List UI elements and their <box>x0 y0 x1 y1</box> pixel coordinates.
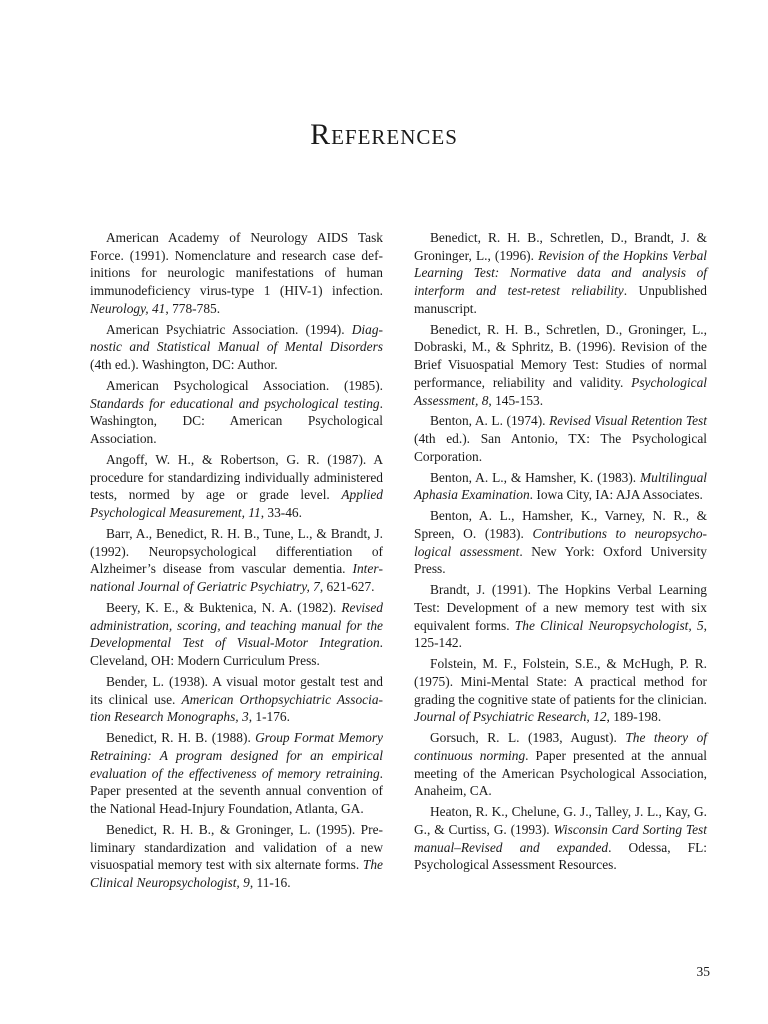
reference-italic-text: Contributions to neuropsychological assessment <box>414 526 708 559</box>
reference-entry <box>90 525 383 596</box>
reference-text: Barr, A., Benedict, R. H. B., Tune, L., & Brandt, J. (1992). Neuropsychological differentiation of Alzheimer’s disease from vascular dementia. <box>90 526 383 577</box>
references-column-right <box>414 229 707 877</box>
reference-entry <box>414 729 707 800</box>
reference-italic-text: Applied Psychological Measurement, 11 <box>90 487 383 521</box>
reference-text: , 621-627. <box>319 579 375 595</box>
reference-text: Angoff, W. H., & Robertson, G. R. (1987). A procedure for standardizing individually administered tests, normed by age or grade level. <box>90 452 383 503</box>
reference-italic-text: Multilingual Aphasia Examination <box>414 469 707 503</box>
reference-italic-text: Revision of the Hopkins Verbal Learning Test: Normative data and analysis of interform and test-retest reliability <box>414 247 707 299</box>
reference-text: Brandt, J. (1991). The Hopkins Verbal Learning Test: Development of a new memory test with six equivalent forms. <box>414 582 707 633</box>
reference-text: Benedict, R. H. B., & Groninger, L. (1995). Preliminary standardization and validation of a new visuospatial memory test with six alternate forms. <box>90 822 383 873</box>
reference-italic-text: Wisconsin Card Sorting Test manual–Revised and expanded <box>414 822 707 855</box>
reference-text: Benedict, R. H. B., Schretlen, D., Brandt, J. & Groninger, L., (1996). <box>414 230 707 263</box>
reference-italic-text: The Clinical Neuropsychologist, 5 <box>514 617 704 633</box>
reference-italic-text: Revised administration, scoring, and teaching manual for the Developmental Test of Visual-Motor Integration <box>90 600 383 651</box>
reference-italic-text: The theory of continuous norming <box>414 730 707 763</box>
reference-entry <box>90 821 383 892</box>
reference-italic-text: Standards for educational and psychological testing <box>90 395 380 411</box>
reference-entry <box>90 321 383 374</box>
reference-text: (4th ed.). Washington, DC: Author. <box>90 357 278 373</box>
reference-entry <box>90 451 383 522</box>
reference-text: . Washington, DC: American Psychological Association. <box>90 395 383 447</box>
reference-text: , 778-785. <box>165 300 221 316</box>
reference-italic-text: American Orthopsychiatric Association Research Monographs, 3 <box>90 691 383 725</box>
reference-italic-text: Psychological Assessment, 8 <box>414 374 707 408</box>
reference-entry <box>414 507 707 578</box>
reference-entry <box>414 581 707 652</box>
reference-text: American Psychiatric Association. (1994). <box>106 321 352 337</box>
reference-entry <box>414 412 707 465</box>
reference-text: . Odessa, FL: Psychological Assessment Resources. <box>414 839 707 873</box>
reference-entry <box>90 377 383 448</box>
reference-text: Folstein, M. F., Folstein, S.E., & McHugh, P. R. (1975). Mini-Mental State: A practical method for grading the cognitive state of patients for the clinician. <box>414 656 707 707</box>
reference-text: Benton, A. L. (1974). <box>430 413 550 429</box>
reference-text: , 145-153. <box>488 392 544 408</box>
reference-text: Benton, A. L., Hamsher, K., Varney, N. R., & Spreen, O. (1983). <box>414 508 707 541</box>
reference-text: American Psychological Association. (1985). <box>106 378 383 393</box>
reference-text: Bender, L. (1938). A visual motor gestalt test and its clinical use. <box>90 674 383 707</box>
reference-entry <box>414 655 707 726</box>
reference-text: , 125-142. <box>414 617 707 651</box>
reference-italic-text: Journal of Psychiatric Research, 12 <box>414 709 607 725</box>
reference-entry <box>90 729 383 818</box>
reference-text: Benton, A. L., & Hamsher, K. (1983). <box>430 469 641 485</box>
reference-text: . Unpublished manuscript. <box>414 283 707 316</box>
page-number: 35 <box>696 964 710 979</box>
reference-text: , 189-198. <box>606 709 662 725</box>
reference-italic-text: Group Format Memory Retraining: A program designed for an empirical evaluation of the effectiveness of memory retraining <box>90 730 383 781</box>
reference-text: . Iowa City, IA: AJA Associates. <box>529 487 703 503</box>
page-title: References <box>310 118 458 151</box>
reference-entry <box>90 229 383 318</box>
reference-text: Heaton, R. K., Chelune, G. J., Talley, J. L., Kay, G. G., & Curtiss, G. (1993). <box>414 804 707 837</box>
reference-entry <box>90 599 383 670</box>
reference-entry <box>414 469 707 504</box>
reference-text: , 11-16. <box>249 875 291 891</box>
reference-italic-text: International Journal of Geriatric Psychiatry, 7 <box>90 561 383 595</box>
reference-italic-text: Neurology, 41 <box>90 300 166 316</box>
reference-text: Benedict, R. H. B. (1988). <box>106 730 256 746</box>
references-column-left <box>90 229 383 895</box>
reference-entry <box>90 673 383 726</box>
reference-entry <box>414 229 707 318</box>
reference-text: Beery, K. E., & Buktenica, N. A. (1982). <box>106 600 342 615</box>
reference-text: Gorsuch, R. L. (1983, August). <box>430 730 626 746</box>
reference-text: . Paper presented at the annual meeting of the American Psychological Association, Anaheim, CA. <box>414 748 707 799</box>
reference-italic-text: Revised Visual Retention Test <box>549 413 707 429</box>
reference-text: , 1-176. <box>248 709 290 725</box>
reference-italic-text: The Clinical Neuropsychologist, 9 <box>90 857 383 891</box>
reference-text: . New York: Oxford University Press. <box>414 543 707 577</box>
reference-text: Benedict, R. H. B., Schretlen, D., Groninger, L., Dobraski, M., & Sphritz, B. (1996). Revision of the Brief Visuospatial Memory Test: Studies of normal performance, reliability and validity. <box>414 321 707 390</box>
reference-text: , 33-46. <box>260 505 302 521</box>
reference-entry <box>414 321 707 410</box>
reference-italic-text: Diagnostic and Statistical Manual of Mental Disorders <box>90 321 383 355</box>
reference-text: (4th ed.). San Antonio, TX: The Psychological Corporation. <box>414 431 707 464</box>
reference-text: . Paper presented at the seventh annual convention of the National Head-Injury Foundation, Atlanta, GA. <box>90 765 383 817</box>
reference-text: . Cleveland, OH: Modern Curriculum Press. <box>90 635 383 669</box>
reference-entry <box>414 803 707 874</box>
reference-text: American Academy of Neurology AIDS Task Force. (1991). Nomenclature and research case definitions for neurologic manifestations of human immunodeficiency virus-type 1 (HIV-1) infection. <box>90 230 383 299</box>
